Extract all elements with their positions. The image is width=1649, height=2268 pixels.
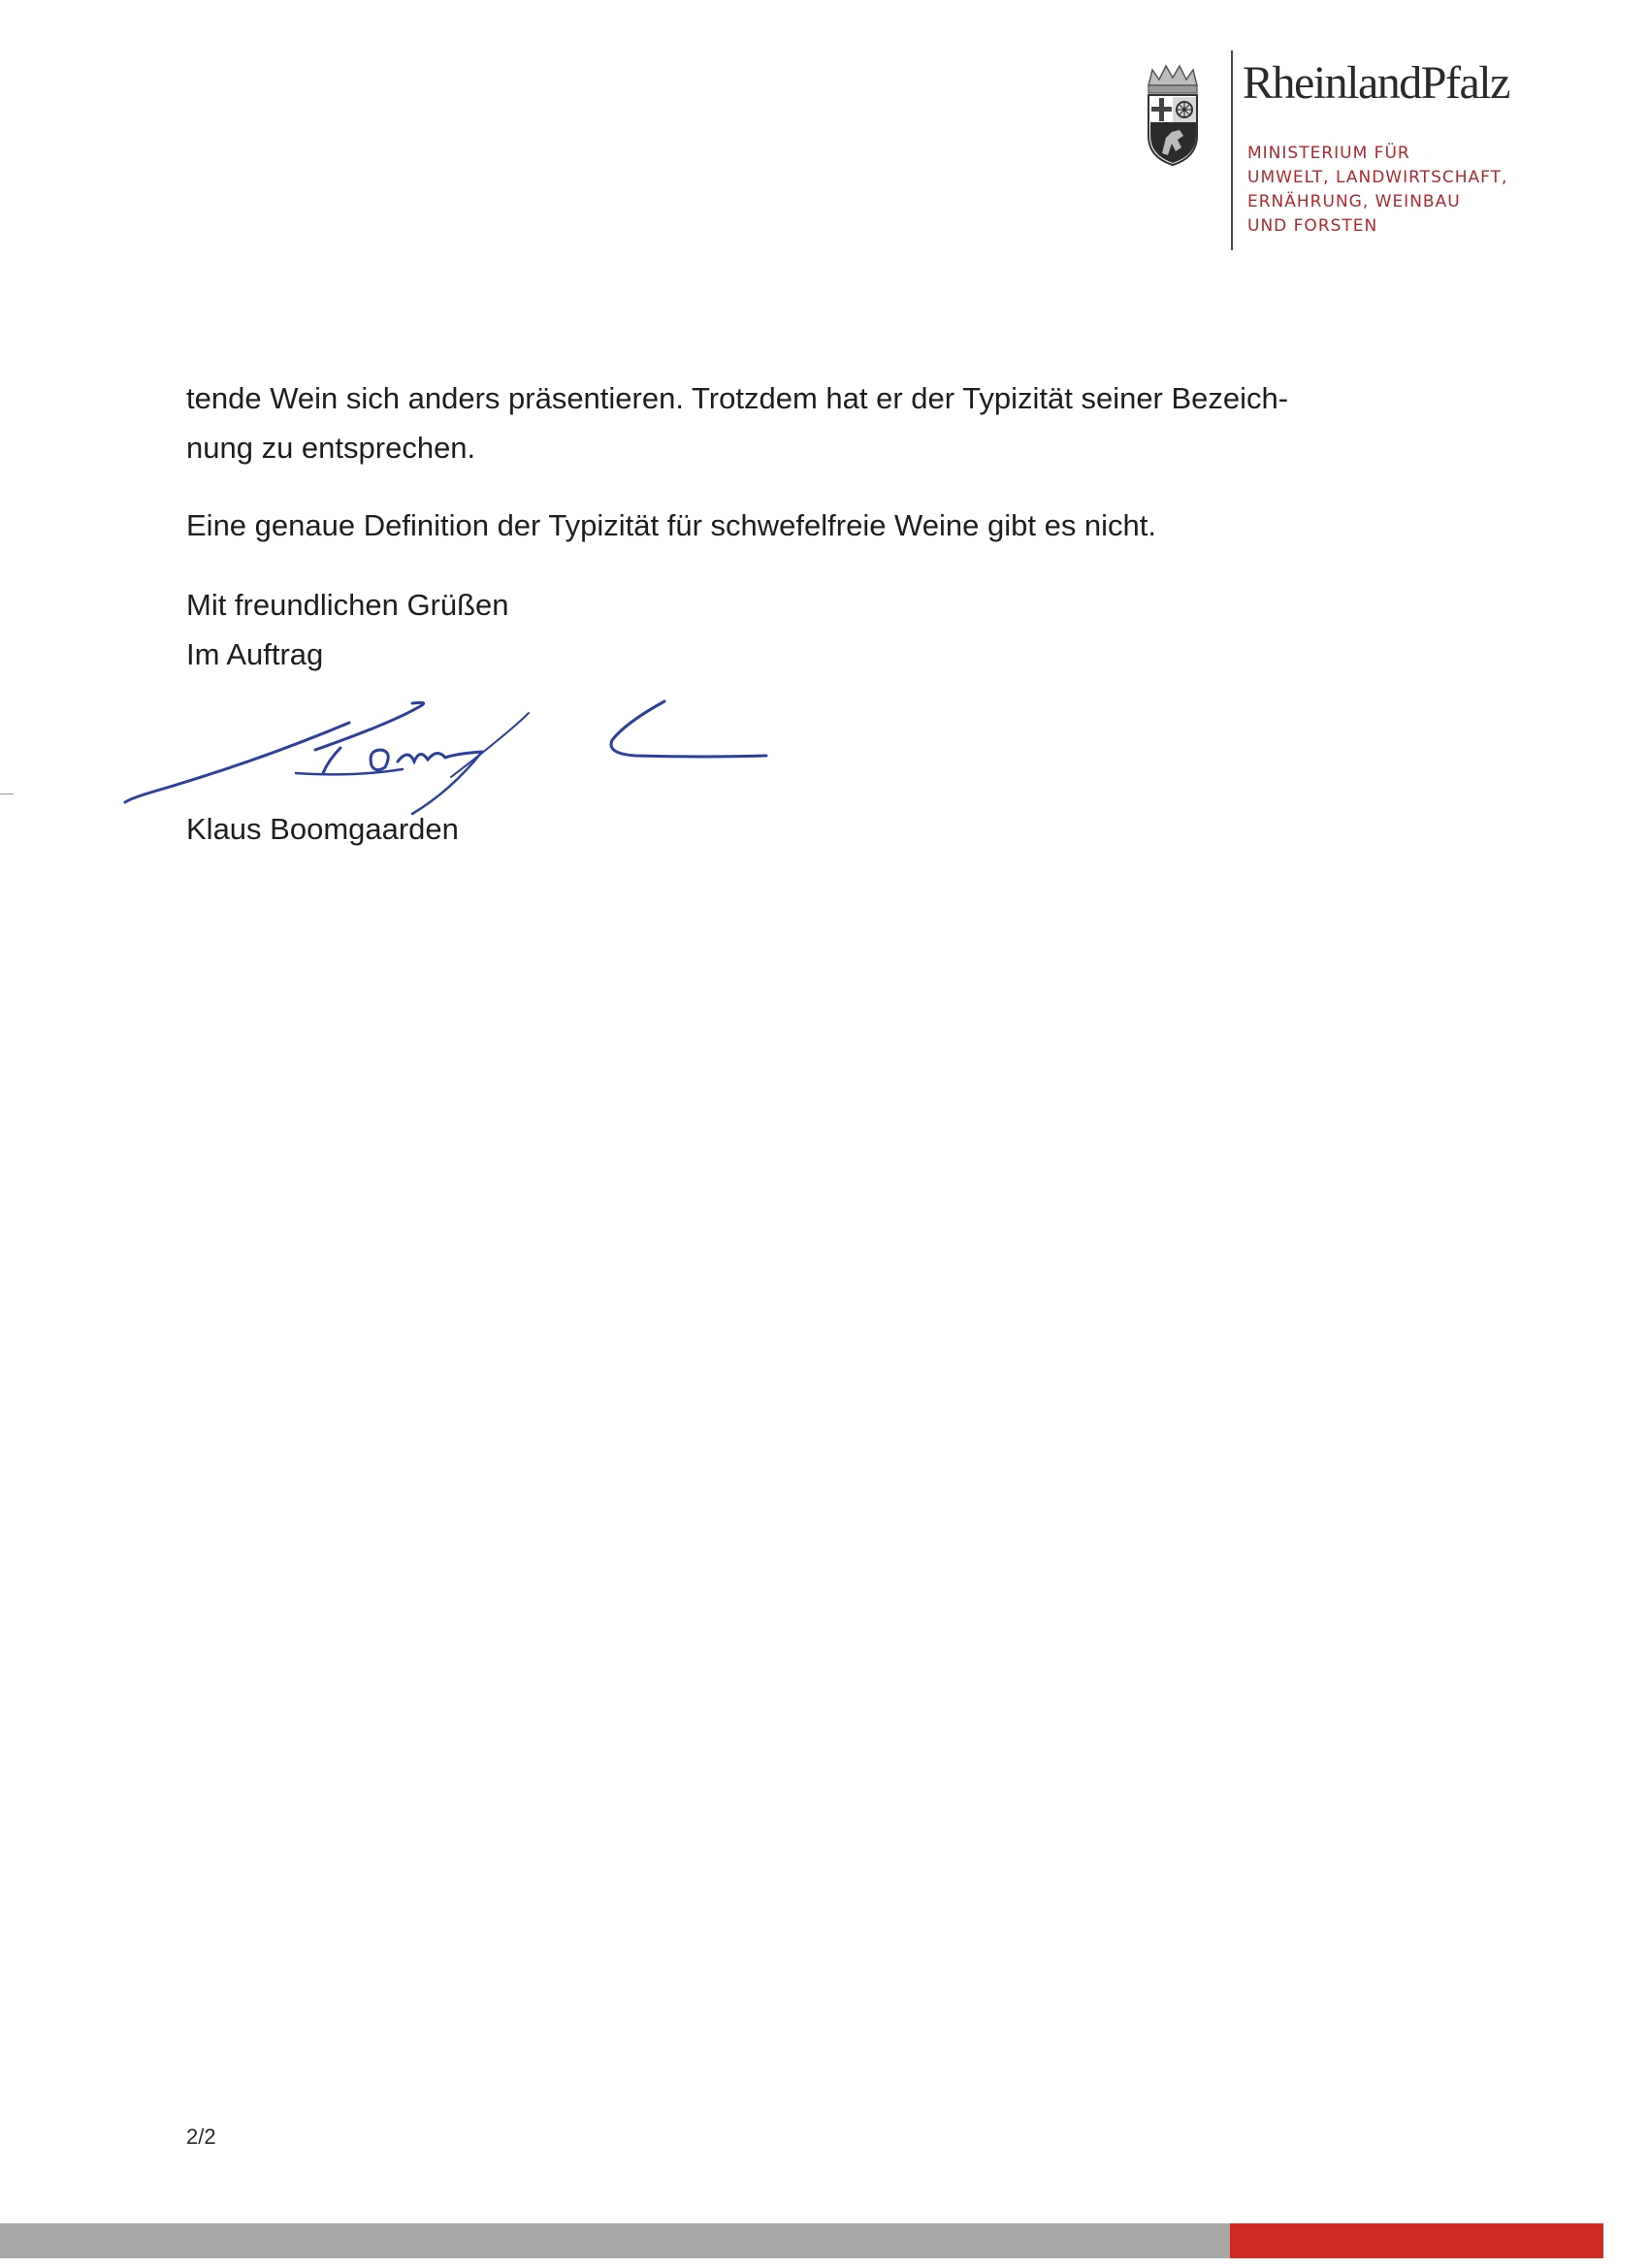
letterhead-divider bbox=[1231, 50, 1233, 250]
ministry-line: UND FORSTEN bbox=[1247, 216, 1378, 236]
paragraph-2: Eine genaue Definition der Typizität für schwefelfreie Weine gibt es nicht. bbox=[186, 508, 1157, 542]
ministry-line: UMWELT, LANDWIRTSCHAFT, bbox=[1247, 168, 1508, 187]
handwritten-signature bbox=[121, 694, 781, 820]
letterhead bbox=[1145, 50, 1552, 254]
footer-bar-red bbox=[1230, 2223, 1603, 2258]
ministry-name bbox=[1247, 142, 1507, 239]
signer-name: Klaus Boomgaarden bbox=[186, 812, 459, 846]
paragraph-1 bbox=[186, 373, 1428, 472]
closing-greeting: Mit freundlichen Grüßen bbox=[186, 588, 509, 622]
closing-on-behalf: Im Auftrag bbox=[186, 637, 324, 671]
paragraph-1-line-1: tende Wein sich anders präsentieren. Trotzdem hat er der Typizität seiner Bezeich- bbox=[186, 381, 1289, 415]
footer-bar-grey bbox=[0, 2223, 1230, 2258]
paragraph-1-line-2: nung zu entsprechen. bbox=[186, 431, 476, 465]
brand-wordmark: RheinlandPfalz bbox=[1243, 57, 1509, 109]
ministry-line: MINISTERIUM FÜR bbox=[1247, 144, 1410, 163]
ministry-line: ERNÄHRUNG, WEINBAU bbox=[1247, 192, 1461, 211]
page-number: 2/2 bbox=[186, 2124, 216, 2149]
closing bbox=[186, 580, 962, 679]
coat-of-arms-icon bbox=[1145, 60, 1201, 167]
